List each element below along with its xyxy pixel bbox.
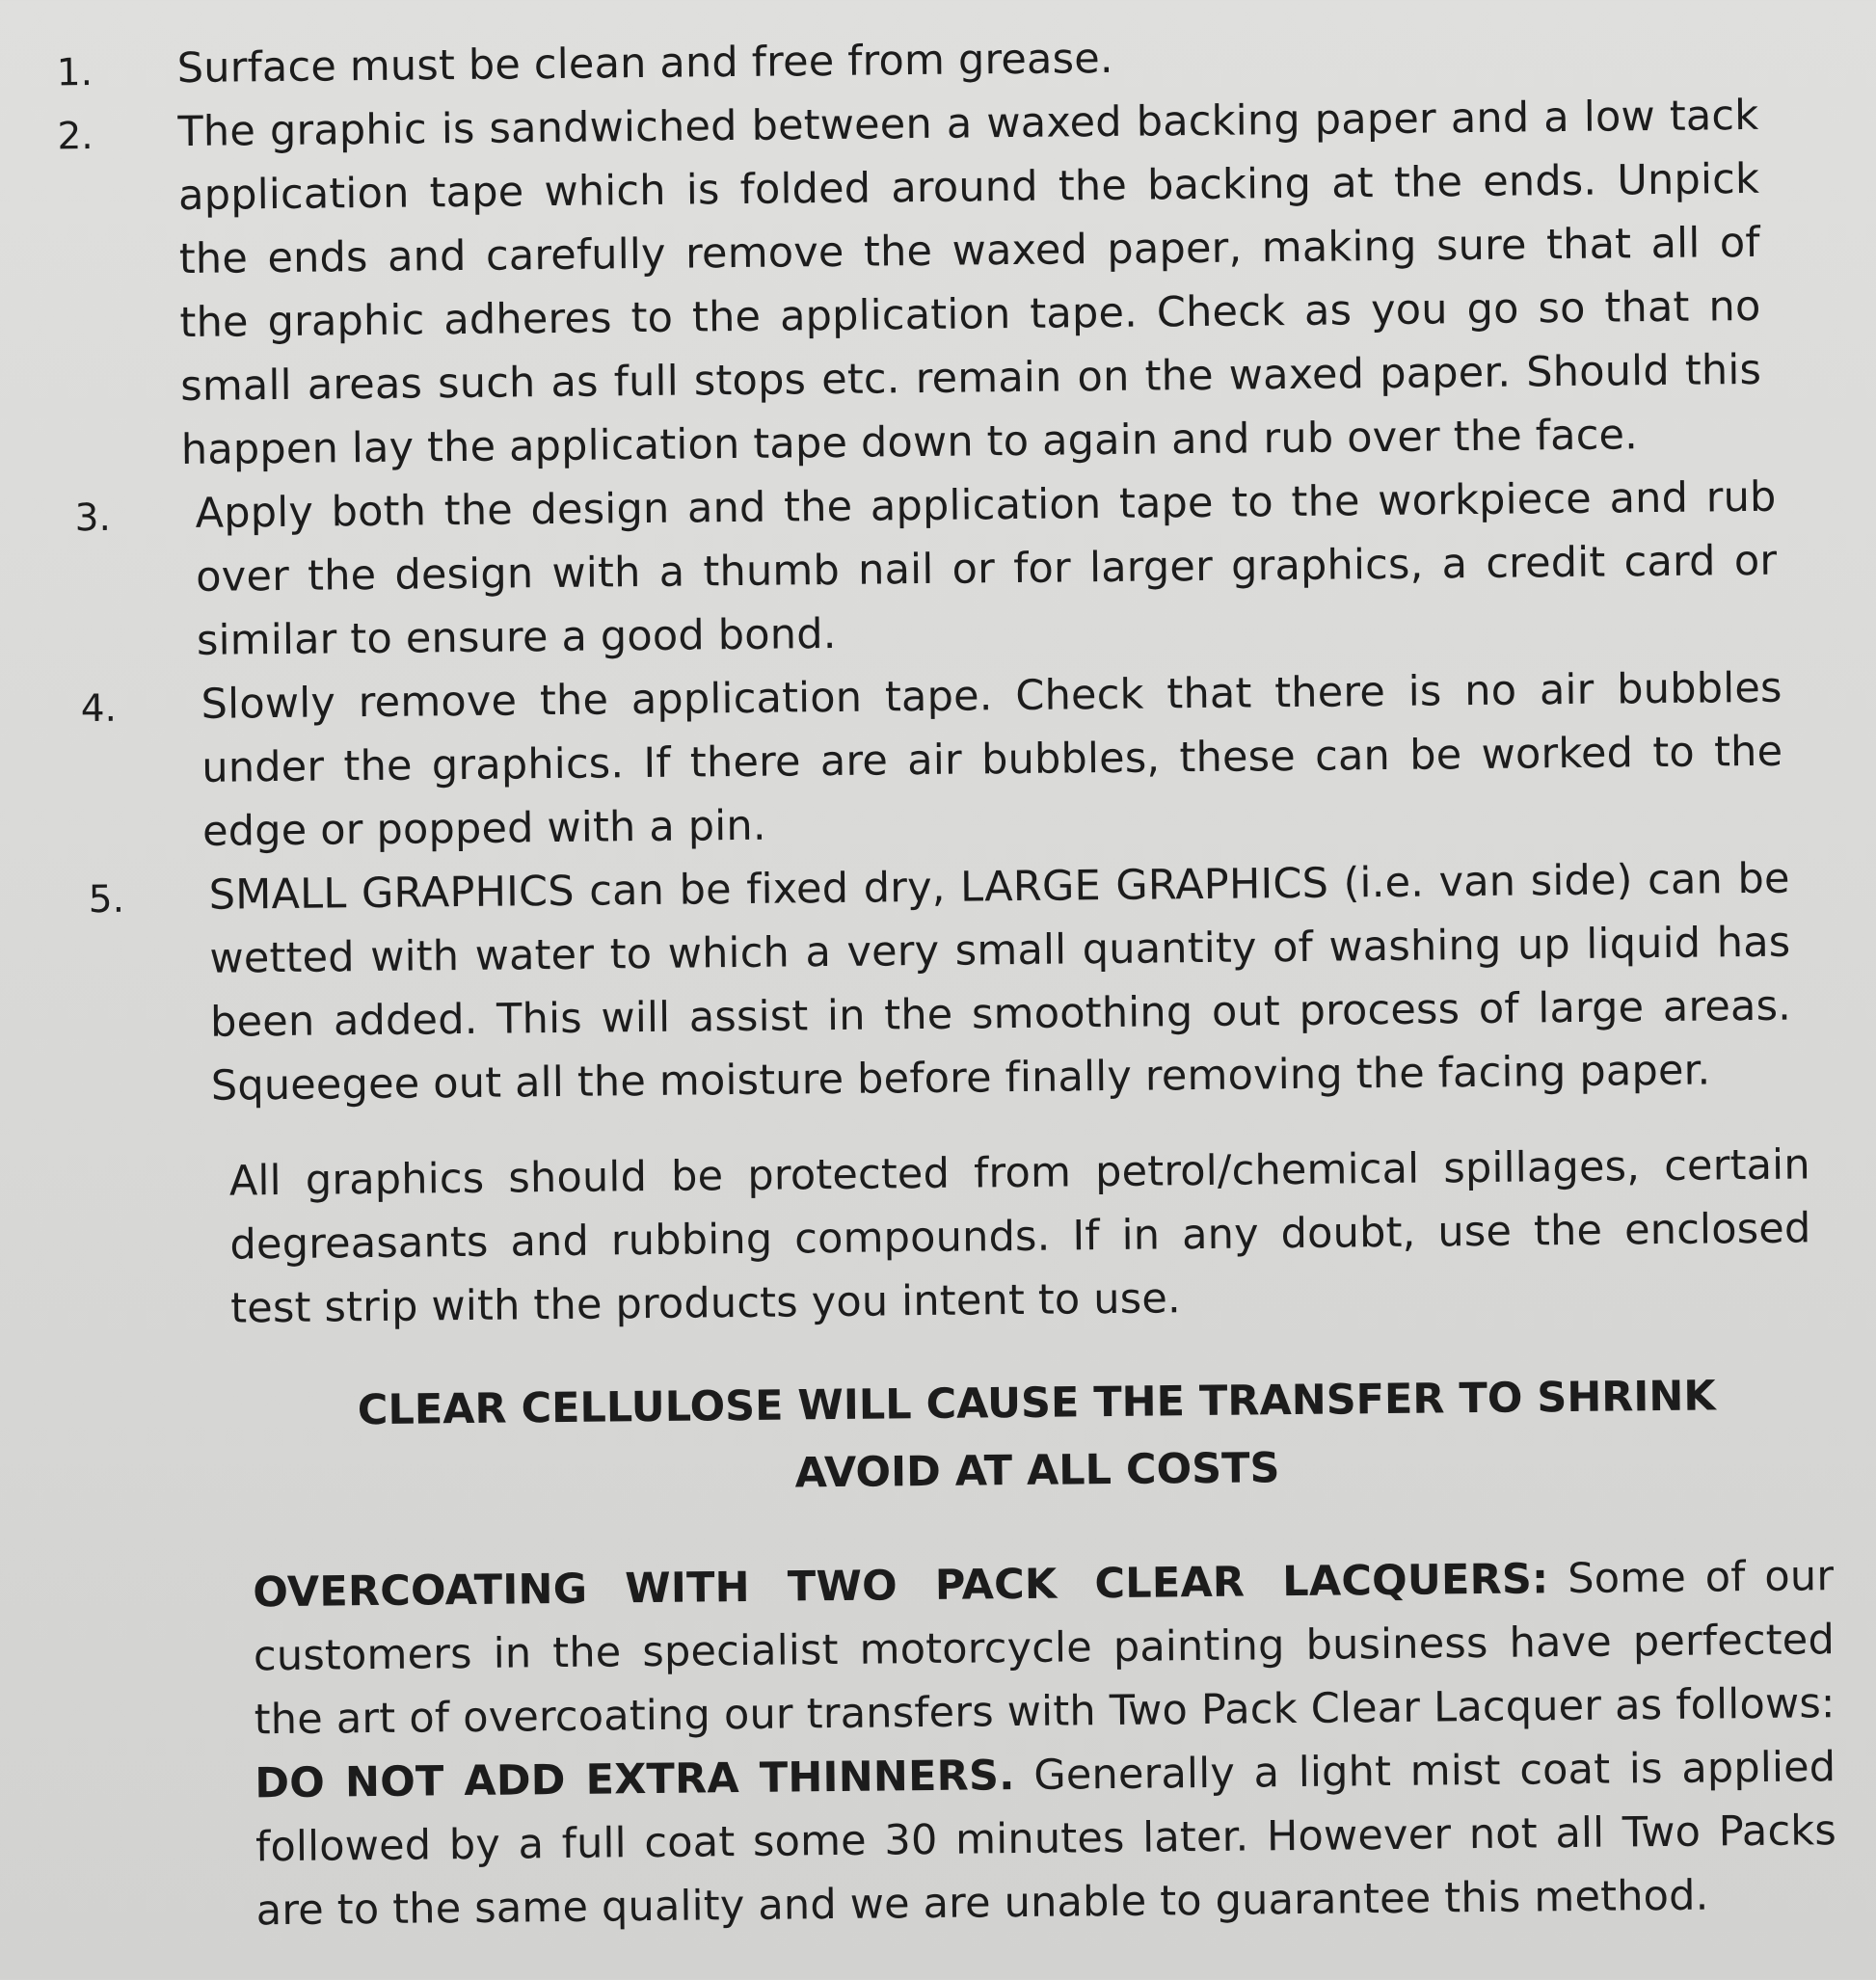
instruction-item-2 bbox=[1, 83, 1876, 484]
application-instructions-list bbox=[0, 19, 1876, 1120]
instruction-text: The graphic is sandwiched between a waxed backing paper and a low tack application tape which is folded around the backing at the ends. Unpick the ends and carefully remove the waxed paper, making sure that all of the graphic adheres to the application tape. Check as you go so that no small areas such as full stops etc. remain on the waxed paper. Should this happen lay the application tape down to again and rub over the face. bbox=[177, 91, 1762, 475]
instruction-number: 1. bbox=[56, 50, 94, 95]
instruction-number: 4. bbox=[80, 686, 118, 732]
instruction-text: Slowly remove the application tape. Check that there is no air bubbles under the graphics. If there are air bubbles, these can be worked to the edge or popped with a pin. bbox=[201, 663, 1783, 856]
instruction-item-3 bbox=[18, 465, 1876, 675]
warning-line-1: CLEAR CELLULOSE WILL CAUSE THE TRANSFER TO SHRINK bbox=[357, 1372, 1716, 1435]
instruction-text: Apply both the design and the application tape to the workpiece and rub over the design with a thumb nail or for larger graphics, a credit card or similar to ensure a good bond. bbox=[195, 472, 1778, 665]
instruction-number: 2. bbox=[57, 114, 94, 159]
instruction-text: SMALL GRAPHICS can be fixed dry, LARGE GRAPHICS (i.e. van side) can be wetted with water to which a very small quantity of washing up liquid has been added. This will assist in the smoothing out process of large areas. Squeegee out all the moisture before finally removing the facing paper. bbox=[208, 854, 1792, 1110]
thinners-warning: DO NOT ADD EXTRA THINNERS. bbox=[255, 1752, 1015, 1808]
instruction-text: Surface must be clean and free from grease. bbox=[176, 34, 1113, 94]
instruction-item-5 bbox=[32, 846, 1876, 1120]
overcoating-section bbox=[253, 1544, 1837, 1942]
instruction-number: 5. bbox=[88, 877, 125, 923]
overcoating-text-part-1: Some of our customers in the specialist motorcycle painting business have perfected the art of overcoating our transfers with Two Pack Clear Lacquer as follows: bbox=[253, 1552, 1836, 1745]
instruction-number: 3. bbox=[74, 495, 112, 541]
instruction-item-4 bbox=[24, 656, 1876, 866]
protection-note: All graphics should be protected from petrol/chemical spillages, certain degreasants and rubbing compounds. If in any doubt, use the enclosed test strip with the products you intent to use. bbox=[228, 1140, 1811, 1333]
warning-line-2: AVOID AT ALL COSTS bbox=[794, 1444, 1280, 1498]
cellulose-warning bbox=[246, 1361, 1828, 1512]
overcoating-text-part-2: Generally a light mist coat is applied followed by a full coat some 30 minutes later. However not all Two Packs are to the same quality and we are unable to guarantee this method. bbox=[255, 1743, 1837, 1936]
overcoating-heading: OVERCOATING WITH TWO PACK CLEAR LACQUERS: bbox=[253, 1555, 1549, 1618]
